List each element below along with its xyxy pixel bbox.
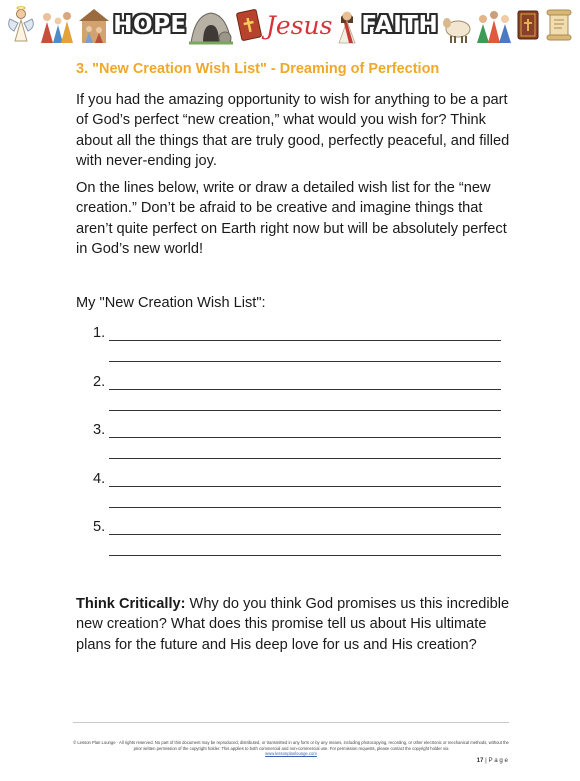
tomb-icon [189, 5, 233, 45]
answer-line[interactable] [109, 410, 501, 411]
answer-line[interactable] [109, 389, 501, 390]
jesus-figure-icon [335, 5, 359, 45]
bible-icon [235, 7, 263, 43]
list-item-number: 2. [93, 374, 106, 390]
list-item-number: 3. [93, 422, 106, 438]
answer-line[interactable] [109, 486, 501, 487]
think-critically-paragraph [76, 594, 516, 655]
website-link[interactable]: www.lessonplanlounge.com [265, 751, 317, 757]
think-critically-label: Think Critically: [76, 596, 186, 612]
book-icon [515, 7, 541, 43]
answer-line[interactable] [109, 361, 501, 362]
copyright-notice [73, 740, 509, 757]
sheep-icon [441, 5, 473, 45]
header-banner [0, 0, 580, 50]
list-item-number: 4. [93, 471, 106, 487]
children-group-icon [475, 5, 513, 45]
list-item-number: 1. [93, 325, 106, 341]
instructions-paragraph: On the lines below, write or draw a detailed wish list for the “new creation.” Don’t be afraid to be creative and imagine things that aren’t quite perfect on Earth right now but will be absolutely perfect in God’s new world! [76, 180, 507, 257]
page-word: P a g e [488, 757, 508, 764]
page-number-value: 17 [476, 757, 484, 764]
angel-icon [6, 5, 36, 45]
faith-word: FAITH [361, 12, 439, 38]
list-item-number: 5. [93, 519, 106, 535]
answer-line[interactable] [109, 534, 501, 535]
page-number-separator: | [483, 757, 489, 764]
section-heading: 3. "New Creation Wish List" - Dreaming of Perfection [76, 61, 440, 77]
family-icon [38, 5, 74, 45]
answer-line[interactable] [109, 437, 501, 438]
copyright-text: © Lesson Plan Lounge · All rights reserved. No part of this document may be reproduced, distributed, or transmitted in any form or by any means, including photocopying, recording, or other electronic or mechanical methods, without the prior written permission of the copyright holder. This applies to both commercial and non-commercial use. For permission requests, please contact the copyright holder via [73, 740, 509, 751]
wish-list-label: My "New Creation Wish List": [76, 295, 266, 311]
jesus-word: Jesus [265, 10, 333, 40]
intro-paragraph: If you had the amazing opportunity to wish for anything to be a part of God’s perfect “new creation,” what would you wish for? Think about all the things that are truly good, perfectly peaceful, and filled with never-ending joy. [76, 92, 510, 169]
hope-word: HOPE [113, 12, 187, 38]
footer-divider [73, 722, 509, 723]
scroll-icon [544, 7, 574, 43]
answer-line[interactable] [109, 458, 501, 459]
answer-line[interactable] [109, 555, 501, 556]
answer-line[interactable] [109, 340, 501, 341]
nativity-icon [77, 5, 111, 45]
page-number [477, 757, 508, 764]
think-critically-text: Why do you think God promises us this incredible new creation? What does this promise tell us about His ultimate plans for the future and His deep love for us and His creation? [76, 596, 510, 653]
answer-line[interactable] [109, 507, 501, 508]
